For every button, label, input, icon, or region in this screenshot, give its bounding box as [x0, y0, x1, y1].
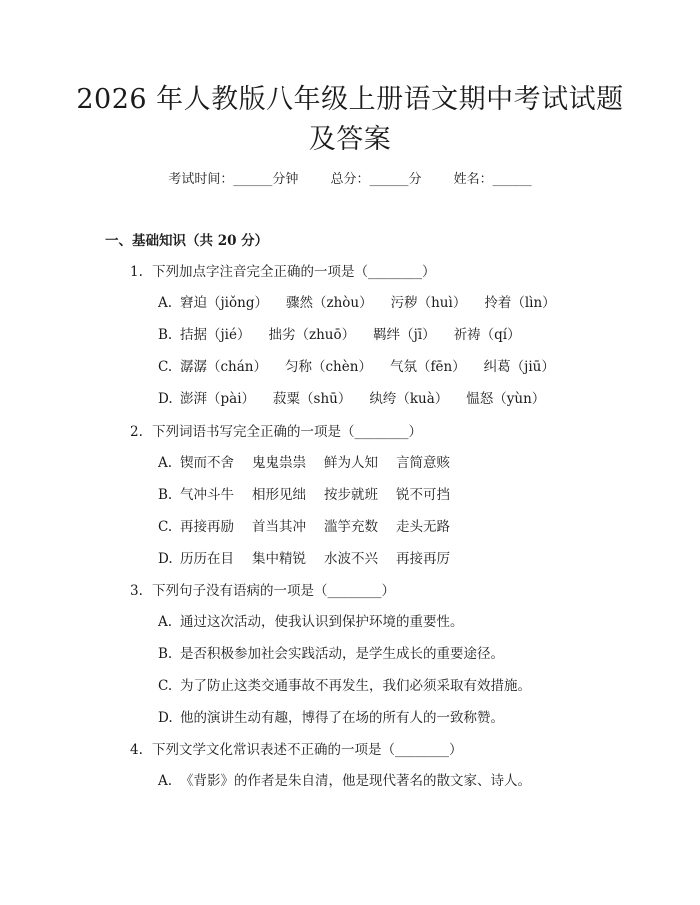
option-text: 相形见绌 — [252, 487, 306, 503]
option-text: 他的演讲生动有趣，博得了在场的所有人的一致称赞。 — [180, 710, 504, 726]
option-text: 骤然（zhòu） — [285, 295, 373, 311]
option-text: 气冲斗牛 — [180, 487, 234, 503]
option-text: 通过这次活动，使我认识到保护环境的重要性。 — [180, 614, 464, 630]
answer-option — [158, 769, 549, 789]
option-letter: A. — [158, 295, 173, 311]
option-text: 走头无路 — [396, 519, 450, 535]
option-text: 是否积极参加社会实践活动，是学生成长的重要途径。 — [180, 646, 504, 662]
option-letter: B. — [158, 646, 173, 662]
option-text: 按步就班 — [324, 487, 378, 503]
option-text: 纠葛（jiū） — [483, 359, 555, 375]
question-text: 下列文学文化常识表述不正确的一项是（________） — [152, 742, 463, 758]
option-text: 窘迫（jiǒng） — [180, 295, 268, 311]
answer-option — [158, 642, 522, 662]
option-text: 言简意赅 — [396, 455, 450, 471]
question-number: 4. — [130, 742, 143, 758]
answer-option — [158, 291, 574, 311]
option-text: 鲜为人知 — [324, 455, 378, 471]
exam-time-field: 考试时间：______分钟 — [168, 172, 299, 187]
option-letter: B. — [158, 327, 173, 343]
section-heading: 一、基础知识（共 20 分） — [105, 233, 269, 249]
answer-option — [158, 706, 522, 726]
option-text: 锐不可挡 — [396, 487, 450, 503]
option-text: 菽粟（shū） — [273, 391, 352, 407]
answer-option — [158, 323, 539, 343]
option-text: 拎着（lìn） — [484, 295, 556, 311]
question-stem — [130, 260, 436, 280]
question-text: 下列句子没有语病的一项是（________） — [152, 583, 395, 599]
question-number: 2. — [130, 424, 143, 440]
title-line-1: 2026 年人教版八年级上册语文期中考试试题 — [76, 84, 624, 115]
option-text: 污秽（huì） — [390, 295, 467, 311]
question-number: 1. — [130, 264, 143, 280]
option-text: 拙劣（zhuō） — [268, 327, 356, 343]
question-text: 下列加点字注音完全正确的一项是（________） — [152, 264, 436, 280]
option-text: 祈祷（qí） — [453, 327, 521, 343]
question-text: 下列词语书写完全正确的一项是（________） — [152, 424, 422, 440]
total-score-field: 总分：______分 — [330, 172, 422, 187]
document-title — [0, 80, 700, 160]
question-stem — [130, 579, 395, 599]
option-letter: A. — [158, 773, 173, 789]
question-stem — [130, 420, 422, 440]
name-field: 姓名：______ — [453, 172, 532, 187]
exam-meta — [0, 168, 700, 187]
option-letter: A. — [158, 455, 173, 471]
option-text: 鬼鬼祟祟 — [252, 455, 306, 471]
option-text: 再接再厉 — [396, 551, 450, 567]
option-text: 锲而不舍 — [180, 455, 234, 471]
option-text: 集中精锐 — [252, 551, 306, 567]
answer-option — [158, 355, 573, 375]
answer-option — [158, 547, 468, 567]
option-letter: C. — [158, 359, 173, 375]
question-number: 3. — [130, 583, 143, 599]
option-text: 愠怒（yùn） — [466, 391, 546, 407]
option-text: 水波不兴 — [324, 551, 378, 567]
answer-option — [158, 674, 549, 694]
option-text: 《背影》的作者是朱自清，他是现代著名的散文家、诗人。 — [180, 773, 531, 789]
answer-option — [158, 515, 468, 535]
option-letter: B. — [158, 487, 173, 503]
answer-option — [158, 451, 468, 471]
title-line-2: 及答案 — [308, 124, 392, 155]
option-text: 再接再励 — [180, 519, 234, 535]
option-letter: D. — [158, 551, 173, 567]
answer-option — [158, 483, 468, 503]
option-text: 拮据（jié） — [180, 327, 251, 343]
option-text: 匀称（chèn） — [285, 359, 372, 375]
answer-option — [158, 387, 563, 407]
option-text: 纨绔（kuà） — [369, 391, 449, 407]
option-text: 首当其冲 — [252, 519, 306, 535]
question-stem — [130, 738, 463, 758]
answer-option — [158, 610, 482, 630]
option-letter: C. — [158, 678, 173, 694]
option-letter: A. — [158, 614, 173, 630]
option-text: 滥竽充数 — [324, 519, 378, 535]
option-text: 历历在目 — [180, 551, 234, 567]
option-text: 为了防止这类交通事故不再发生，我们必须采取有效措施。 — [180, 678, 531, 694]
option-letter: D. — [158, 391, 173, 407]
option-text: 潺潺（chán） — [180, 359, 267, 375]
option-text: 羁绊（jī） — [373, 327, 436, 343]
option-text: 气氛（fēn） — [389, 359, 466, 375]
option-text: 澎湃（pài） — [180, 391, 256, 407]
option-letter: D. — [158, 710, 173, 726]
option-letter: C. — [158, 519, 173, 535]
